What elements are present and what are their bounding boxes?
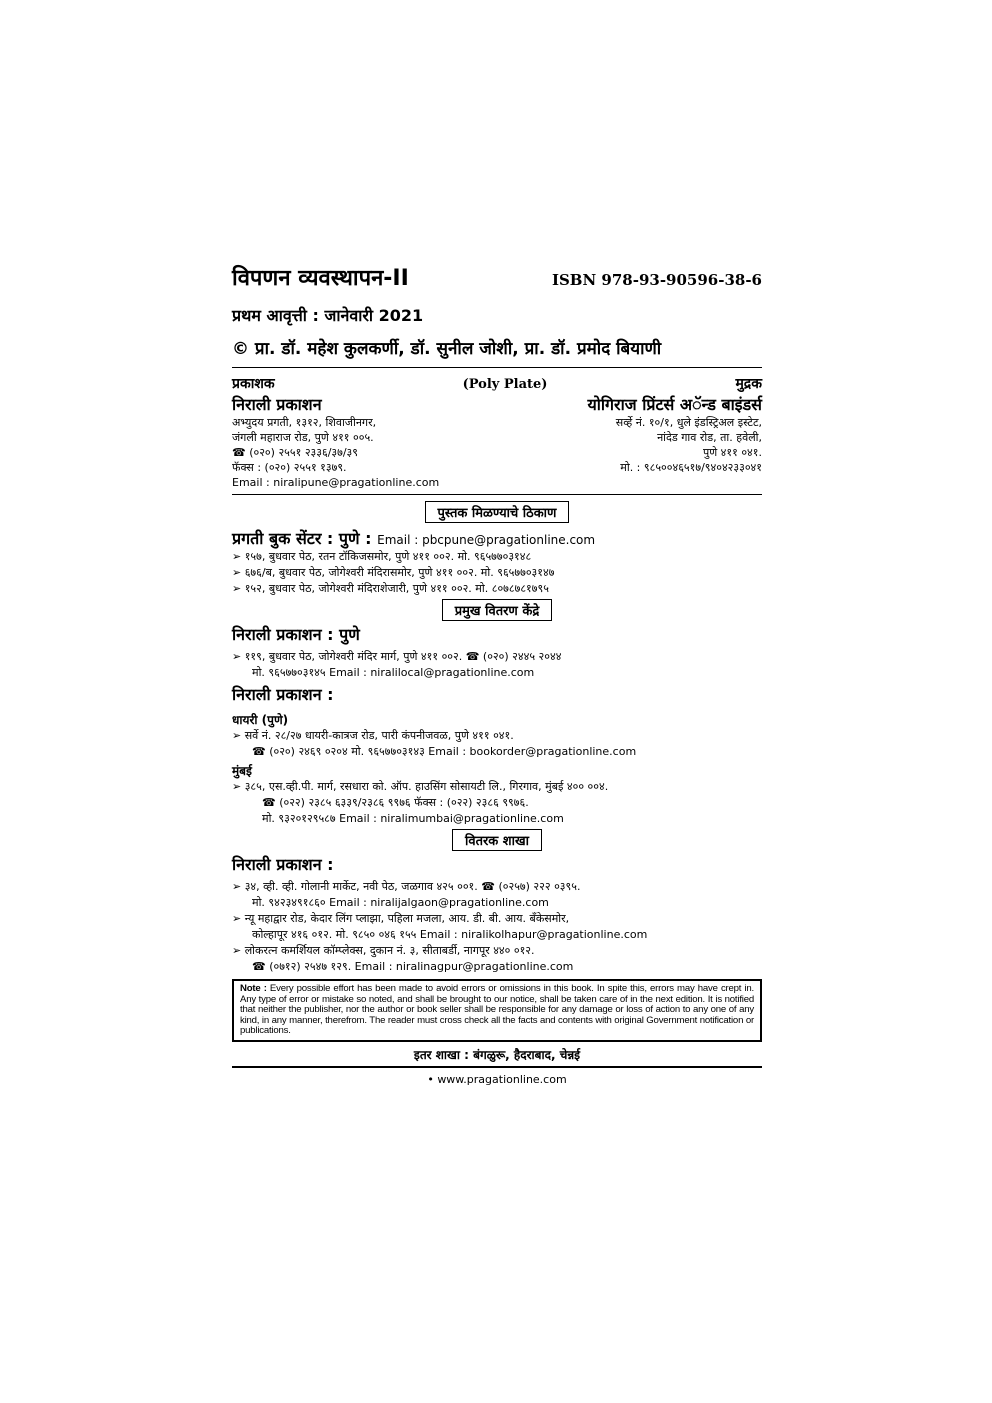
nirali-pune-list [232, 649, 762, 681]
edition: प्रथम आवृत्ती : जानेवारी 2021 [232, 306, 424, 325]
publisher-name: निराली प्रकाशन [232, 395, 322, 414]
note-label: Note : [240, 983, 267, 994]
list-item: ☎ (०२०) २४६९ ०२०४ मो. ९६५७७०३१४३ Email : bookorder@pragationline.com [252, 745, 637, 758]
divider [232, 494, 762, 495]
publisher-header-row [232, 374, 762, 393]
distributor-box: वितरक शाखा [452, 829, 542, 851]
address-line: जंगली महाराज रोड, पुणे ४११ ००५. [232, 431, 374, 444]
list-item: ☎ (०२२) २३८५ ६३३९/२३८६ ९९७६ फॅक्स : (०२२) २३८६ ९९७६. [262, 796, 529, 809]
dhayari-list [232, 728, 762, 760]
website: • www.pragationline.com [427, 1072, 567, 1086]
phone-line: ☎ (०२०) २५५१ २३३६/३७/३९ [232, 446, 358, 459]
list-item: ➢ १५७, बुधवार पेठ, रतन टॉकिजसमोर, पुणे ४११ ००२. मो. ९६५७७०३१४८ [232, 550, 532, 563]
list-item: ➢ ११९, बुधवार पेठ, जोगेश्वरी मंदिर मार्ग, पुणे ४११ ००२. ☎ (०२०) २४४५ २०४४ [232, 650, 562, 663]
distribution-box: प्रमुख वितरण केंद्रे [442, 599, 552, 621]
email-line: Email : niralipune@pragationline.com [232, 476, 440, 489]
list-item: कोल्हापूर ४१६ ०१२. मो. ९८५० ०४६ १५५ Email : niralikolhapur@pragationline.com [252, 928, 648, 941]
title-row [232, 262, 762, 292]
nirali-heading-3: निराली प्रकाशन : [232, 855, 334, 874]
authors: © प्रा. डॉ. महेश कुलकर्णी, डॉ. सुनील जोशी, प्रा. डॉ. प्रमोद बियाणी [232, 339, 662, 359]
dhayari-label: धायरी (पुणे) [232, 713, 289, 727]
address-line: अभ्युदय प्रगती, १३१२, शिवाजीनगर, [232, 416, 377, 429]
divider [232, 367, 762, 368]
where-to-get-box: पुस्तक मिळण्याचे ठिकाण [425, 501, 570, 523]
publisher-address [232, 415, 439, 490]
publisher-label: प्रकाशक [232, 376, 275, 392]
mumbai-list [232, 779, 762, 827]
mumbai-label: मुंबई [232, 764, 252, 778]
mobile-line: मो. : ९८५००४६५१७/९४०४२३३०४१ [620, 461, 762, 474]
address-line: नांदेड गाव रोड, ता. हवेली, [657, 431, 762, 444]
printer-name: योगिराज प्रिंटर्स अॅन्ड बाइंडर्स [587, 395, 762, 414]
address-columns [232, 415, 762, 490]
list-item: मो. ९३२०१२९५८७ Email : niralimumbai@pragationline.com [262, 812, 564, 825]
address-line: पुणे ४११ ०४१. [702, 446, 762, 459]
printer-address [616, 415, 762, 490]
list-item: ➢ ३८५, एस.व्ही.पी. मार्ग, रसधारा को. ऑप. हाउसिंग सोसायटी लि., गिरगाव, मुंबई ४०० ००४. [232, 780, 609, 793]
book-title: विपणन व्यवस्थापन-II [232, 266, 409, 291]
disclaimer-note [232, 979, 762, 1042]
list-item: ➢ न्यू महाद्वार रोड, केदार लिंग प्लाझा, पहिला मजला, आय. डी. बी. आय. बँकेसमोर, [232, 912, 570, 925]
list-item: ➢ सर्वे नं. २८/२७ धायरी-कात्रज रोड, पारी कंपनीजवळ, पुणे ४११ ०४१. [232, 729, 514, 742]
printer-label: मुद्रक [735, 376, 762, 392]
list-item: ➢ लोकरत्न कमर्शियल कॉम्प्लेक्स, दुकान नं. ३, सीताबर्डी, नागपूर ४४० ०१२. [232, 944, 535, 957]
isbn: ISBN 978-93-90596-38-6 [551, 271, 762, 289]
address-line: सर्व्हे नं. १०/१, धुले इंडस्ट्रिअल इस्टेट, [615, 416, 762, 429]
copyright-page [232, 262, 762, 1086]
pragati-list [232, 549, 762, 597]
nirali-heading-2: निराली प्रकाशन : [232, 685, 334, 704]
list-item: मो. ९४२३४९१८६० Email : niralijalgaon@pragationline.com [252, 896, 549, 909]
fax-line: फॅक्स : (०२०) २५५१ १३७९. [232, 461, 347, 474]
list-item: ➢ ६७६/ब, बुधवार पेठ, जोगेश्वरी मंदिरासमोर, पुणे ४११ ००२. मो. ९६५७७०३१४७ [232, 566, 555, 579]
plate-label: (Poly Plate) [462, 377, 548, 392]
nirali-pune-heading: निराली प्रकाशन : पुणे [232, 625, 360, 644]
branch-list [232, 879, 762, 975]
publisher-name-row [232, 393, 762, 415]
note-text: Every possible effort has been made to avoid errors or omissions in this book. In spite this, errors may have crept in. Any type of error or mistake so noted, and shall be brought to our notice, shall be taken care of in the next edition. It is notified that neither the publisher, nor the author or book seller shall be responsible for any damage or loss of action to any one of any kind, in any manner, therefrom. The reader must cross check all the facts and contents with original Government notification or publications. [240, 983, 755, 1037]
pragati-heading: प्रगती बुक सेंटर : पुणे : Email : pbcpune@pragationline.com [232, 529, 596, 548]
list-item: ☎ (०७१२) २५४७ १२९. Email : niralinagpur@pragationline.com [252, 960, 574, 973]
list-item: ➢ ३४, व्ही. व्ही. गोलानी मार्केट, नवी पेठ, जळगाव ४२५ ००१. ☎ (०२५७) २२२ ०३९५. [232, 880, 581, 893]
bottom-rule [232, 1066, 762, 1068]
list-item: ➢ १५२, बुधवार पेठ, जोगेश्वरी मंदिराशेजारी, पुणे ४११ ००२. मो. ८०७८७८१७९५ [232, 582, 549, 595]
pragati-email: Email : pbcpune@pragationline.com [377, 533, 596, 547]
other-branches: इतर शाखा : बंगळुरू, हैदराबाद, चेन्नई [413, 1047, 581, 1062]
list-item: मो. ९६५७७०३१४५ Email : niralilocal@pragationline.com [252, 666, 535, 679]
